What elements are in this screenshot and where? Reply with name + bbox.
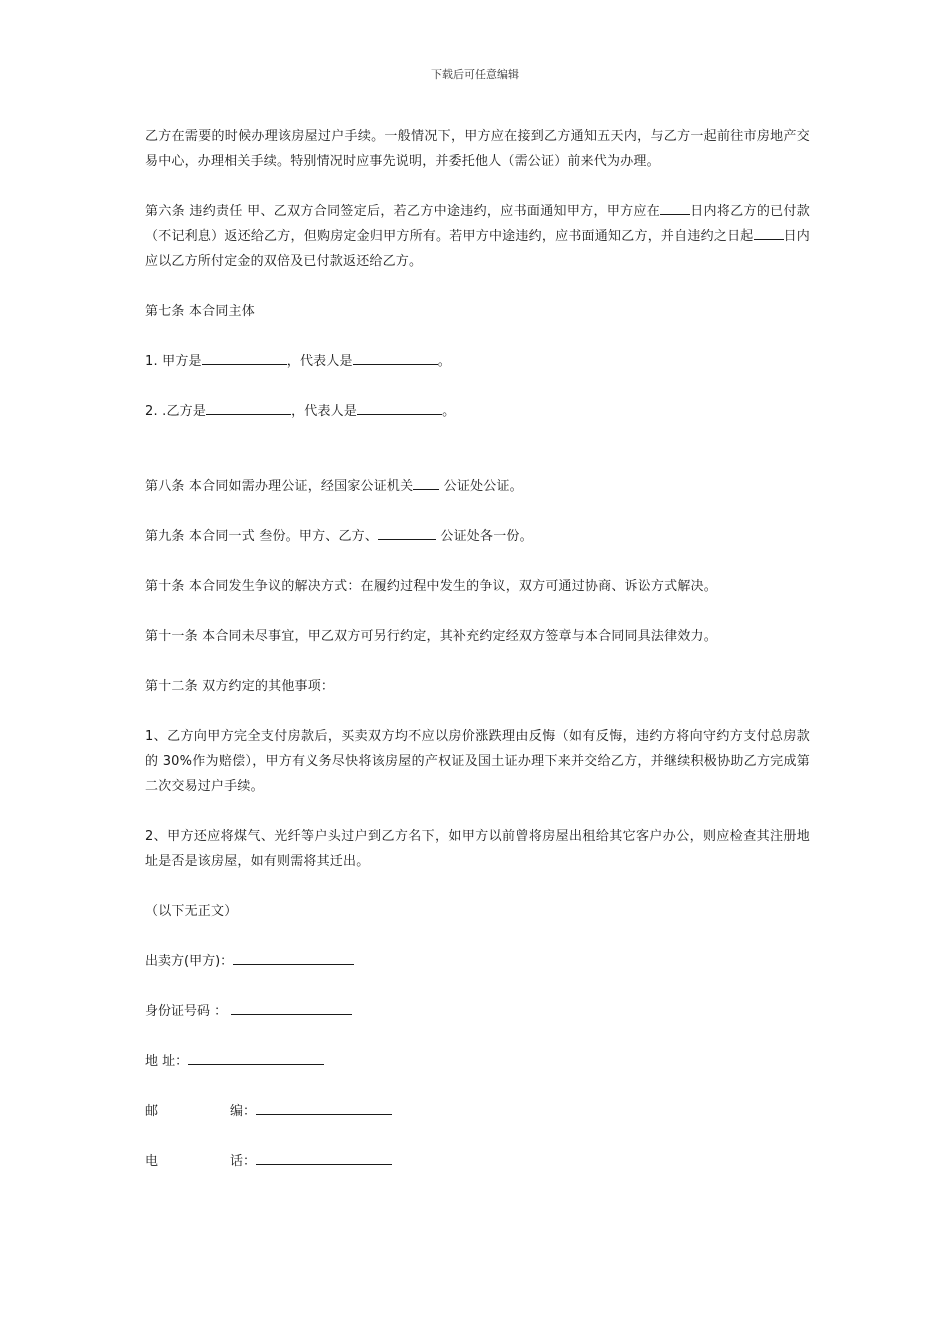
article-9-text-b: 公证处各一份。: [436, 529, 533, 544]
blank-phone: [256, 1150, 392, 1165]
paragraph-article-10-dispute: 第十条 本合同发生争议的解决方式：在履约过程中发生的争议，双方可通过协商、诉讼方式解决。: [145, 579, 717, 594]
paragraph-article-12-title: 第十二条 双方约定的其他事项：: [145, 679, 335, 694]
paragraph-party-b: [145, 399, 810, 424]
party-a-rep-label: ，代表人是: [286, 354, 353, 369]
signature-address-row: [145, 1049, 810, 1074]
blank-notary-copy: [378, 525, 436, 540]
address-label: 地 址：: [145, 1054, 189, 1069]
seller-label: 出卖方(甲方)：: [145, 954, 234, 969]
signature-id-row: [145, 999, 810, 1024]
paragraph-article-8-notarization: [145, 474, 810, 499]
article-9-text-a: 第九条 本合同一式 叁份。甲方、乙方、: [145, 529, 379, 544]
blank-address: [188, 1050, 324, 1065]
paragraph-article-7-title: 第七条 本合同主体: [145, 304, 255, 319]
paragraph-party-a: [145, 349, 810, 374]
party-b-rep-label: ，代表人是: [291, 404, 358, 419]
postcode-label-char1: 邮: [145, 1104, 159, 1119]
paragraph-no-further-text: （以下无正文）: [145, 904, 238, 919]
phone-label-char2: 话：: [230, 1154, 257, 1169]
phone-label-char1: 电: [145, 1154, 159, 1169]
article-6-text-a: 第六条 违约责任 甲、乙双方合同签定后，若乙方中途违约，应书面通知甲方，甲方应在: [145, 204, 661, 219]
blank-party-b-name: [206, 400, 291, 415]
signature-postcode-row: [145, 1099, 810, 1124]
id-number-label: 身份证号码 ：: [145, 1004, 228, 1019]
page-header-note: 下载后可任意编辑: [431, 68, 519, 81]
blank-id-number: [231, 1000, 352, 1015]
party-b-label: 2. .乙方是: [145, 404, 207, 419]
paragraph-article-9-copies: [145, 524, 810, 549]
blank-days-double-deposit: [754, 225, 784, 240]
paragraph-other-item-2: 2、甲方还应将煤气、光纤等户头过户到乙方名下，如甲方以前曾将房屋出租给其它客户办公，则应检查其注册地址是否是该房屋，如有则需将其迁出。: [145, 829, 810, 869]
paragraph-other-item-1: 1、乙方向甲方完全支付房款后，买卖双方均不应以房价涨跌理由反悔（如有反悔，违约方将向守约方支付总房款的 30%作为赔偿），甲方有义务尽快将该房屋的产权证及国土证办理下来并交给乙方，并继续积极协助乙方完成第二次交易过户手续。: [145, 729, 810, 794]
party-b-end: 。: [442, 404, 456, 419]
blank-party-a-representative: [353, 350, 438, 365]
blank-notary-office: [413, 475, 439, 490]
postcode-label-char2: 编：: [230, 1104, 257, 1119]
signature-seller-row: [145, 949, 810, 974]
article-8-text-b: 公证处公证。: [439, 479, 523, 494]
blank-seller-signature: [233, 950, 354, 965]
party-a-label: 1. 甲方是: [145, 354, 202, 369]
paragraph-transfer-procedure: 乙方在需要的时候办理该房屋过户手续。一般情况下，甲方应在接到乙方通知五天内，与乙方一起前往市房地产交易中心，办理相关手续。特别情况时应事先说明，并委托他人（需公证）前来代为办理。: [145, 129, 810, 169]
paragraph-article-11-supplement: 第十一条 本合同未尽事宜，甲乙双方可另行约定，其补充约定经双方签章与本合同同具法律效力。: [145, 629, 717, 644]
party-a-end: 。: [437, 354, 451, 369]
paragraph-article-6-breach: [145, 199, 810, 274]
blank-party-b-representative: [357, 400, 442, 415]
blank-days-refund: [660, 200, 690, 215]
article-6-text-c: 日内应以乙方所付定金的双倍及已付款返还给乙方。: [145, 229, 811, 269]
contract-body: [145, 124, 810, 1199]
article-8-text-a: 第八条 本合同如需办理公证，经国家公证机关: [145, 479, 414, 494]
blank-party-a-name: [202, 350, 287, 365]
article-6-text-b: 日内将乙方的已付款（不记利息）返还给乙方，但购房定金归甲方所有。若甲方中途违约，应书面通知乙方，并自违约之日起: [145, 204, 810, 244]
blank-postcode: [256, 1100, 392, 1115]
signature-phone-row: [145, 1149, 810, 1174]
